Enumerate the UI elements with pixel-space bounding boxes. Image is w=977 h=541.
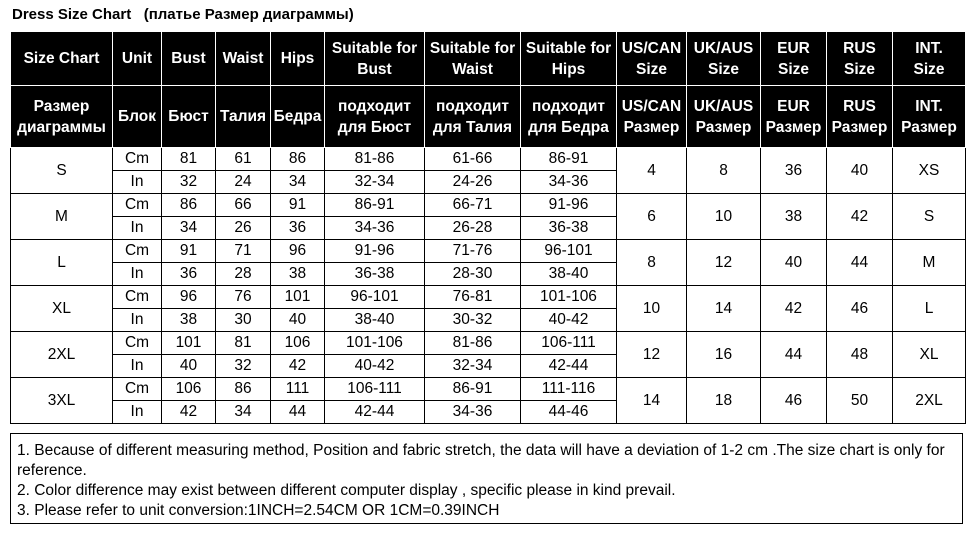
measurement-cell: 106-111 [325, 378, 425, 401]
size-label: L [11, 240, 113, 286]
measurement-cell: 42 [271, 355, 325, 378]
measurement-cell: 86-91 [325, 194, 425, 217]
header-cell: Размер диаграммы [11, 86, 113, 148]
us-can-size-cell: 10 [617, 286, 687, 332]
table-row [11, 378, 966, 401]
notes-box [10, 433, 963, 524]
measurement-cell: 38 [162, 309, 216, 332]
size-label: 2XL [11, 332, 113, 378]
measurement-cell: 30-32 [425, 309, 521, 332]
size-label: S [11, 148, 113, 194]
header-cell: Unit [113, 32, 162, 86]
measurement-cell: 36-38 [521, 217, 617, 240]
rus-size-cell: 50 [827, 378, 893, 424]
measurement-cell: 32-34 [425, 355, 521, 378]
measurement-cell: 91-96 [325, 240, 425, 263]
measurement-cell: 71 [216, 240, 271, 263]
uk-aus-size-cell: 8 [687, 148, 761, 194]
measurement-cell: 106-111 [521, 332, 617, 355]
unit-cell: Cm [113, 148, 162, 171]
measurement-cell: 32-34 [325, 171, 425, 194]
measurement-cell: 42-44 [521, 355, 617, 378]
int-size-cell: S [893, 194, 966, 240]
table-row [11, 332, 966, 355]
header-cell: Бюст [162, 86, 216, 148]
header-cell: подходит для Бюст [325, 86, 425, 148]
size-chart-table [10, 31, 966, 424]
table-row [11, 194, 966, 217]
measurement-cell: 24 [216, 171, 271, 194]
header-cell: EUR Size [761, 32, 827, 86]
header-cell: Suitable for Hips [521, 32, 617, 86]
us-can-size-cell: 4 [617, 148, 687, 194]
header-cell: Бедра [271, 86, 325, 148]
measurement-cell: 28 [216, 263, 271, 286]
measurement-cell: 34-36 [425, 401, 521, 424]
header-cell: Bust [162, 32, 216, 86]
header-cell: EUR Размер [761, 86, 827, 148]
unit-cell: In [113, 263, 162, 286]
measurement-cell: 91 [271, 194, 325, 217]
eur-size-cell: 38 [761, 194, 827, 240]
eur-size-cell: 44 [761, 332, 827, 378]
table-row [11, 240, 966, 263]
measurement-cell: 32 [216, 355, 271, 378]
header-cell: Suitable for Waist [425, 32, 521, 86]
rus-size-cell: 46 [827, 286, 893, 332]
measurement-cell: 86 [216, 378, 271, 401]
header-cell: UK/AUS Размер [687, 86, 761, 148]
measurement-cell: 34 [271, 171, 325, 194]
header-cell: INT. Size [893, 32, 966, 86]
header-cell: RUS Размер [827, 86, 893, 148]
measurement-cell: 44 [271, 401, 325, 424]
int-size-cell: M [893, 240, 966, 286]
header-cell: US/CAN Size [617, 32, 687, 86]
header-cell: US/CAN Размер [617, 86, 687, 148]
us-can-size-cell: 8 [617, 240, 687, 286]
header-cell: UK/AUS Size [687, 32, 761, 86]
measurement-cell: 40-42 [521, 309, 617, 332]
measurement-cell: 81-86 [425, 332, 521, 355]
int-size-cell: XL [893, 332, 966, 378]
uk-aus-size-cell: 18 [687, 378, 761, 424]
measurement-cell: 66-71 [425, 194, 521, 217]
measurement-cell: 42 [162, 401, 216, 424]
measurement-cell: 34-36 [325, 217, 425, 240]
measurement-cell: 32 [162, 171, 216, 194]
measurement-cell: 34-36 [521, 171, 617, 194]
header-row-english [11, 32, 966, 86]
header-cell: Талия [216, 86, 271, 148]
measurement-cell: 111 [271, 378, 325, 401]
table-row [11, 148, 966, 171]
uk-aus-size-cell: 14 [687, 286, 761, 332]
measurement-cell: 26 [216, 217, 271, 240]
measurement-cell: 40 [162, 355, 216, 378]
unit-cell: Cm [113, 240, 162, 263]
measurement-cell: 66 [216, 194, 271, 217]
table-row [11, 286, 966, 309]
unit-cell: Cm [113, 194, 162, 217]
measurement-cell: 61 [216, 148, 271, 171]
measurement-cell: 81 [216, 332, 271, 355]
page-title: Dress Size Chart (платье Размер диаграммы) [12, 6, 354, 23]
header-cell: подходит для Бедра [521, 86, 617, 148]
measurement-cell: 24-26 [425, 171, 521, 194]
measurement-cell: 96 [271, 240, 325, 263]
measurement-cell: 106 [271, 332, 325, 355]
us-can-size-cell: 6 [617, 194, 687, 240]
measurement-cell: 76 [216, 286, 271, 309]
header-cell: Suitable for Bust [325, 32, 425, 86]
measurement-cell: 86 [162, 194, 216, 217]
size-label: 3XL [11, 378, 113, 424]
header-cell: подходит для Талия [425, 86, 521, 148]
measurement-cell: 30 [216, 309, 271, 332]
measurement-cell: 101-106 [325, 332, 425, 355]
measurement-cell: 42-44 [325, 401, 425, 424]
note-text: 3. Please refer to unit conversion:1INCH=2.54CM OR 1CM=0.39INCH [17, 502, 500, 519]
measurement-cell: 86 [271, 148, 325, 171]
measurement-cell: 81 [162, 148, 216, 171]
unit-cell: In [113, 355, 162, 378]
uk-aus-size-cell: 16 [687, 332, 761, 378]
measurement-cell: 91-96 [521, 194, 617, 217]
unit-cell: Cm [113, 332, 162, 355]
size-rows [11, 148, 966, 424]
measurement-cell: 36-38 [325, 263, 425, 286]
unit-cell: In [113, 217, 162, 240]
note-text: 2. Color difference may exist between different computer display , specific please in kind prevail. [17, 482, 676, 499]
rus-size-cell: 48 [827, 332, 893, 378]
eur-size-cell: 42 [761, 286, 827, 332]
measurement-cell: 96-101 [521, 240, 617, 263]
eur-size-cell: 36 [761, 148, 827, 194]
unit-cell: Cm [113, 378, 162, 401]
header-cell: INT. Размер [893, 86, 966, 148]
measurement-cell: 96 [162, 286, 216, 309]
measurement-cell: 38-40 [325, 309, 425, 332]
size-label: M [11, 194, 113, 240]
header-row-russian [11, 86, 966, 148]
measurement-cell: 44-46 [521, 401, 617, 424]
header-cell: Блок [113, 86, 162, 148]
measurement-cell: 76-81 [425, 286, 521, 309]
int-size-cell: XS [893, 148, 966, 194]
measurement-cell: 71-76 [425, 240, 521, 263]
int-size-cell: L [893, 286, 966, 332]
unit-cell: In [113, 171, 162, 194]
measurement-cell: 81-86 [325, 148, 425, 171]
measurement-cell: 61-66 [425, 148, 521, 171]
measurement-cell: 40-42 [325, 355, 425, 378]
header-cell: Hips [271, 32, 325, 86]
us-can-size-cell: 14 [617, 378, 687, 424]
size-label: XL [11, 286, 113, 332]
measurement-cell: 86-91 [521, 148, 617, 171]
header-cell: RUS Size [827, 32, 893, 86]
measurement-cell: 96-101 [325, 286, 425, 309]
rus-size-cell: 42 [827, 194, 893, 240]
measurement-cell: 101 [271, 286, 325, 309]
measurement-cell: 86-91 [425, 378, 521, 401]
unit-cell: Cm [113, 286, 162, 309]
measurement-cell: 106 [162, 378, 216, 401]
measurement-cell: 34 [162, 217, 216, 240]
uk-aus-size-cell: 12 [687, 240, 761, 286]
measurement-cell: 101 [162, 332, 216, 355]
measurement-cell: 26-28 [425, 217, 521, 240]
measurement-cell: 111-116 [521, 378, 617, 401]
rus-size-cell: 44 [827, 240, 893, 286]
unit-cell: In [113, 401, 162, 424]
int-size-cell: 2XL [893, 378, 966, 424]
measurement-cell: 101-106 [521, 286, 617, 309]
measurement-cell: 36 [162, 263, 216, 286]
measurement-cell: 36 [271, 217, 325, 240]
eur-size-cell: 40 [761, 240, 827, 286]
measurement-cell: 40 [271, 309, 325, 332]
us-can-size-cell: 12 [617, 332, 687, 378]
unit-cell: In [113, 309, 162, 332]
uk-aus-size-cell: 10 [687, 194, 761, 240]
measurement-cell: 38 [271, 263, 325, 286]
header-cell: Waist [216, 32, 271, 86]
measurement-cell: 38-40 [521, 263, 617, 286]
measurement-cell: 91 [162, 240, 216, 263]
measurement-cell: 34 [216, 401, 271, 424]
eur-size-cell: 46 [761, 378, 827, 424]
header-cell: Size Chart [11, 32, 113, 86]
note-text: 1. Because of different measuring method, Position and fabric stretch, the data will have a deviation of 1-2 cm .The size chart is only for reference. [17, 442, 945, 479]
measurement-cell: 28-30 [425, 263, 521, 286]
rus-size-cell: 40 [827, 148, 893, 194]
